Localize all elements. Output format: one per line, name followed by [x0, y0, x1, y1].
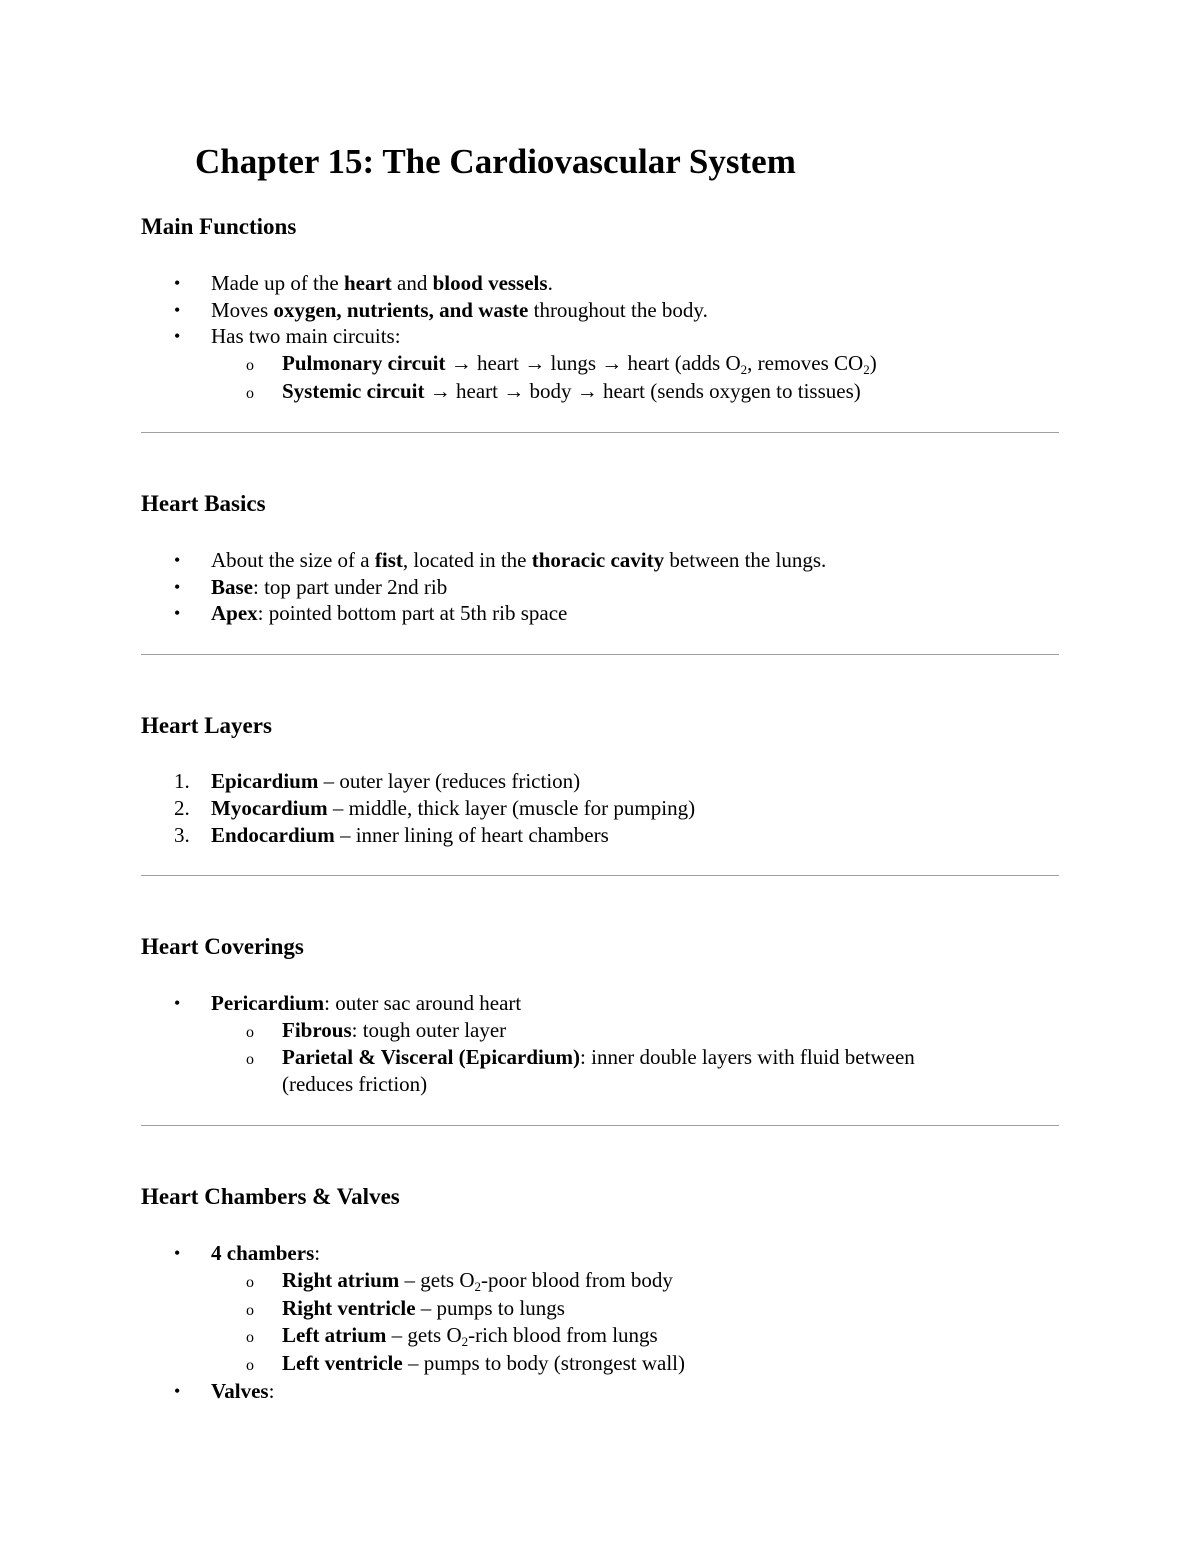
- list-item: Myocardium – middle, thick layer (muscle for pumping): [211, 796, 696, 820]
- list-number: 2.: [174, 796, 190, 820]
- sub-list-item: Fibrous: tough outer layer: [282, 1018, 507, 1042]
- arrow-icon: →: [503, 379, 525, 403]
- section-divider: [141, 1125, 1059, 1126]
- sub-list-item: Left atrium – gets $O_2$-rich blood from lungs: [282, 1323, 658, 1349]
- bullet-marker: •: [174, 550, 181, 570]
- sub-bullet-marker: o: [246, 385, 254, 402]
- bullet-marker: •: [174, 300, 181, 320]
- list-item: Epicardium – outer layer (reduces friction): [211, 769, 581, 793]
- list-item: Pericardium: outer sac around heart: [211, 991, 522, 1015]
- sub-list-item: Systemic circuit → heart → body → heart (sends oxygen to tissues): [282, 379, 861, 403]
- list-number: 1.: [174, 769, 190, 793]
- section-heading-heart-layers: Heart Layers: [141, 713, 272, 738]
- list-item: About the size of a fist, located in the thoracic cavity between the lungs.: [211, 548, 827, 572]
- bullet-marker: •: [174, 273, 181, 293]
- list-item: Valves:: [211, 1379, 275, 1403]
- arrow-icon: →: [601, 351, 623, 375]
- sub-bullet-marker: o: [246, 357, 254, 374]
- list-number: 3.: [174, 823, 190, 847]
- bullet-marker: •: [174, 1381, 181, 1401]
- sub-bullet-marker: o: [246, 1357, 254, 1374]
- section-heading-heart-coverings: Heart Coverings: [141, 934, 304, 959]
- sub-bullet-marker: o: [246, 1329, 254, 1346]
- list-item: Endocardium – inner lining of heart chambers: [211, 823, 609, 847]
- section-divider: [141, 432, 1059, 433]
- page-title: Chapter 15: The Cardiovascular System: [195, 142, 796, 181]
- sub-bullet-marker: o: [246, 1302, 254, 1319]
- section-divider: [141, 875, 1059, 876]
- bullet-marker: •: [174, 993, 181, 1013]
- section-heading-heart-chambers: Heart Chambers & Valves: [141, 1184, 400, 1209]
- section-heading-heart-basics: Heart Basics: [141, 491, 266, 516]
- bullet-marker: •: [174, 1243, 181, 1263]
- list-item: Apex: pointed bottom part at 5th rib space: [211, 601, 568, 625]
- bullet-marker: •: [174, 603, 181, 623]
- sub-list-item: Left ventricle – pumps to body (strongest wall): [282, 1351, 686, 1375]
- sub-bullet-marker: o: [246, 1274, 254, 1291]
- arrow-icon: →: [576, 379, 598, 403]
- sub-list-item: Parietal & Visceral (Epicardium): inner double layers with fluid between: [282, 1045, 915, 1069]
- list-item: 4 chambers:: [211, 1241, 321, 1265]
- sub-list-item: Pulmonary circuit → heart → lungs → heart (adds $O_2$, removes $CO_2$): [282, 351, 877, 377]
- sub-list-item: Right atrium – gets $O_2$-poor blood from body: [282, 1268, 673, 1294]
- sub-bullet-marker: o: [246, 1024, 254, 1041]
- sub-list-item: Right ventricle – pumps to lungs: [282, 1296, 565, 1320]
- arrow-icon: →: [429, 379, 451, 403]
- sub-list-item-continuation: (reduces friction): [282, 1072, 428, 1096]
- section-heading-main-functions: Main Functions: [141, 214, 297, 239]
- bullet-marker: •: [174, 326, 181, 346]
- list-item: Moves oxygen, nutrients, and waste throughout the body.: [211, 298, 708, 322]
- list-item: Has two main circuits:: [211, 324, 401, 348]
- list-item: Base: top part under 2nd rib: [211, 575, 448, 599]
- section-divider: [141, 654, 1059, 655]
- list-item: Made up of the heart and blood vessels.: [211, 271, 553, 295]
- bullet-marker: •: [174, 577, 181, 597]
- arrow-icon: →: [524, 351, 546, 375]
- sub-bullet-marker: o: [246, 1051, 254, 1068]
- arrow-icon: →: [450, 351, 472, 375]
